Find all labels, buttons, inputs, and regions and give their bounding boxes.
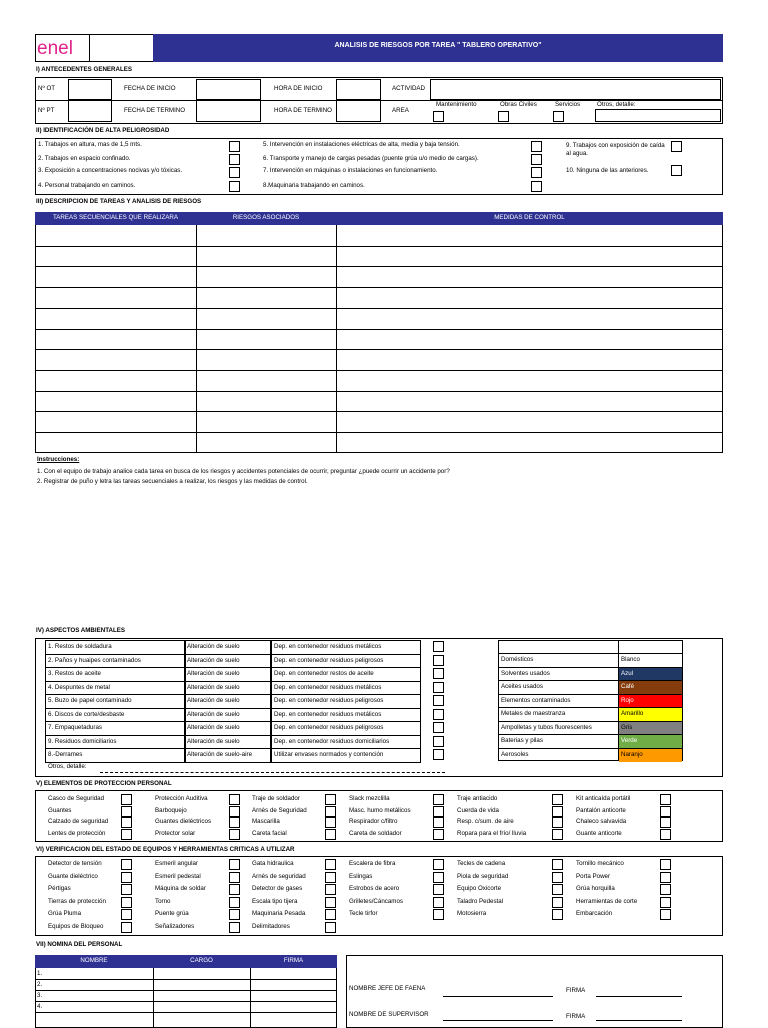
impact: Alteración de suelo (187, 670, 240, 677)
impact: Alteración de suelo (187, 724, 240, 731)
tool-item: Grúa Pluma (48, 910, 82, 917)
container-color-label: Café (621, 683, 635, 690)
tool-item: Arnés de seguridad (252, 873, 306, 880)
hora-inicio-field[interactable] (336, 79, 381, 100)
ppe-checkbox[interactable] (121, 817, 132, 828)
control-measure: Dep. en contenedor residuos domiciliarios (274, 738, 390, 745)
control-measure: Utilizar envases normados y contención (274, 751, 384, 758)
ppe-checkbox[interactable] (433, 794, 444, 805)
otros-detalle-label: Otros, detalle: (48, 763, 87, 770)
supervisor-line[interactable] (443, 1020, 553, 1021)
control-measure: Dep. en contenedor residuos metálicos (274, 711, 382, 718)
tool-item: Detector de tensión (48, 860, 102, 867)
tool-item: Taladro Pedestal (457, 898, 504, 905)
table-row-divider (35, 266, 723, 267)
tool-checkbox[interactable] (660, 909, 671, 920)
ppe-checkbox[interactable] (325, 829, 336, 840)
residuo-name: Metales de maestranza (501, 710, 566, 717)
sec2-heading: II) IDENTIFICACIÓN DE ALTA PELIGROSIDAD (36, 127, 170, 134)
impact: Alteración de suelo (187, 711, 240, 718)
ppe-item: Kit anticaída portátil (576, 795, 631, 802)
table-row-divider (35, 979, 337, 980)
tool-checkbox[interactable] (121, 884, 132, 895)
ppe-item: Respirador c/filtro (349, 818, 398, 825)
hazard-7: 7. Intervención en máquinas o instalaciones en funcionamiento. (263, 167, 438, 174)
tool-item: Esmeril pedestal (155, 873, 201, 880)
ppe-item: Guantes dieléctricos (155, 818, 212, 825)
hora-termino-label: HORA DE TERMINO (274, 107, 332, 114)
tool-item: Señalizadores (155, 923, 195, 930)
ppe-item: Careta de soldador (349, 830, 402, 837)
table-row-divider (35, 308, 723, 309)
col-cargo: CARGO (190, 957, 213, 964)
hazard-3: 3. Exposición a concentraciones nocivas y/o tóxicas. (38, 167, 183, 174)
ppe-checkbox[interactable] (229, 806, 240, 817)
container-color-label: Blanco (621, 656, 640, 663)
tool-checkbox[interactable] (229, 872, 240, 883)
tool-checkbox[interactable] (325, 909, 336, 920)
ppe-item: Traje de soldador (252, 795, 300, 802)
hazard-4-checkbox[interactable] (229, 181, 240, 192)
impact: Alteración de suelo (187, 697, 240, 704)
residuo-name: Domésticos (501, 656, 534, 663)
ppe-item: Protector solar (155, 830, 196, 837)
table-row-divider (35, 349, 723, 350)
residuo-name: Aerosoles (501, 751, 529, 758)
tool-checkbox[interactable] (229, 897, 240, 908)
personnel-row-number: 2. (37, 981, 43, 988)
hazard-6: 6. Transporte y manejo de cargas pesadas (puente grúa u/o medio de cargas). (263, 155, 479, 162)
ppe-checkbox[interactable] (325, 806, 336, 817)
tool-checkbox[interactable] (121, 859, 132, 870)
hazard-6-checkbox[interactable] (531, 154, 542, 165)
tool-checkbox[interactable] (121, 922, 132, 933)
waste-item: 6. Discos de corte/desbaste (48, 711, 125, 718)
tool-item: Eslingas (349, 873, 373, 880)
table-row-divider (35, 329, 723, 330)
tool-item: Detector de gases (252, 885, 303, 892)
sec5-heading: V) ELEMENTOS DE PROTECCION PERSONAL (36, 780, 172, 787)
ppe-checkbox[interactable] (660, 817, 671, 828)
tool-item: Esmeril angular (155, 860, 198, 867)
impact: Alteración de suelo (187, 643, 240, 650)
waste-item: 3. Restos de aceite (48, 670, 101, 677)
ppe-checkbox[interactable] (121, 794, 132, 805)
tool-checkbox[interactable] (229, 884, 240, 895)
tool-checkbox[interactable] (325, 922, 336, 933)
table-row-divider (35, 391, 723, 392)
control-measure: Dep. en contenedor residuos peligrosos (274, 697, 384, 704)
tool-item: Tornillo mecánico (576, 860, 624, 867)
impact: Alteración de suelo (187, 657, 240, 664)
tool-checkbox[interactable] (433, 909, 444, 920)
ppe-item: Chaleco salvavida (576, 818, 627, 825)
sec4-heading: IV) ASPECTOS AMBIENTALES (36, 627, 126, 634)
fecha-inicio-label: FECHA DE INICIO (124, 85, 176, 92)
tool-checkbox[interactable] (660, 897, 671, 908)
ppe-item: Protección Auditiva (155, 795, 208, 802)
tool-checkbox[interactable] (552, 897, 563, 908)
tool-item: Equipos de Bloqueo (48, 923, 104, 930)
personnel-col-divider-1 (153, 968, 154, 1028)
actividad-field[interactable] (430, 79, 721, 100)
ppe-checkbox[interactable] (660, 806, 671, 817)
tool-item: Tecle tirfor (349, 910, 378, 917)
container-color-label: Gris (621, 724, 633, 731)
tool-item: Equipo Oxicorte (457, 885, 502, 892)
header-divider (89, 34, 90, 62)
impact: Alteración de suelo (187, 738, 240, 745)
table-row-divider (35, 370, 723, 371)
ppe-item: Ropara para el frío/ lluvia (457, 830, 527, 837)
logo: enel (37, 38, 73, 59)
ppe-checkbox[interactable] (552, 794, 563, 805)
ppe-item: Slack mezclilla (349, 795, 390, 802)
actividad-label: ACTIVIDAD (392, 85, 426, 92)
jefe-firma-line[interactable] (596, 996, 682, 997)
tool-checkbox[interactable] (121, 897, 132, 908)
ot-field[interactable] (68, 79, 112, 100)
container-color-label: Amarillo (621, 710, 644, 717)
tool-checkbox[interactable] (552, 884, 563, 895)
tool-checkbox[interactable] (121, 872, 132, 883)
jefe-firma-label: FIRMA (566, 987, 586, 994)
tool-item: Grilletes/Cáncamos (349, 898, 403, 905)
hazard-8: 8.Maquinaria trabajando en caminos. (263, 182, 365, 189)
ppe-item: Barboquejo (155, 807, 187, 814)
tool-item: Tecles de cadena (457, 860, 506, 867)
container-color-label: Azul (621, 670, 634, 677)
table-row-divider (35, 1001, 337, 1002)
pt-label: Nº PT (38, 107, 55, 114)
fecha-termino-field[interactable] (196, 100, 261, 122)
tool-checkbox[interactable] (229, 859, 240, 870)
waste-item: 2. Paños y huaipes contaminados (48, 657, 141, 664)
hora-termino-field[interactable] (336, 100, 381, 122)
tool-item: Maquinaria Pesada (252, 910, 306, 917)
ppe-checkbox[interactable] (433, 806, 444, 817)
area-option-otros: Otros, detalle: (597, 101, 636, 108)
hora-inicio-label: HORA DE INICIO (274, 85, 323, 92)
waste-item: 7. Empaquetaduras (48, 724, 103, 731)
impact: Alteración de suelo (187, 684, 240, 691)
tasks-table (35, 225, 723, 453)
tool-checkbox[interactable] (433, 859, 444, 870)
hazard-2-checkbox[interactable] (229, 154, 240, 165)
waste-item: 8.-Derrames (48, 751, 83, 758)
tool-checkbox[interactable] (660, 872, 671, 883)
sec1-heading: I) ANTECEDENTES GENERALES (36, 66, 133, 73)
hazard-9: 9. Trabajos con exposición de caída (566, 142, 665, 149)
env-checkbox[interactable] (433, 722, 444, 733)
instruction-1: 1. Con el equipo de trabajo analice cada tarea en busca de los riesgos y accidentes potenciales de ocurrir, preguntar ¿puede ocurrir un accidente por? (37, 468, 450, 475)
ppe-item: Guante anticorte (576, 830, 622, 837)
ppe-item: Guantes (48, 807, 72, 814)
tool-item: Grúa horquilla (576, 885, 615, 892)
sec3-heading: III) DESCRIPCION DE TAREAS Y ANALISIS DE RIESGOS (36, 198, 202, 205)
tool-item: Pértigas (48, 885, 71, 892)
supervisor-firma-line[interactable] (596, 1020, 682, 1021)
tool-checkbox[interactable] (325, 884, 336, 895)
ppe-checkbox[interactable] (325, 794, 336, 805)
control-measure: Dep. en contenedor residuos peligrosos (274, 657, 384, 664)
hazard-8-checkbox[interactable] (531, 181, 542, 192)
sec7-heading: VII) NOMINA DEL PERSONAL (36, 941, 123, 948)
personnel-table (35, 968, 337, 1028)
ppe-item: Careta facial (252, 830, 287, 837)
personnel-col-divider-2 (250, 968, 251, 1028)
env-checkbox[interactable] (433, 655, 444, 666)
otros-detalle-line[interactable] (100, 772, 445, 773)
ppe-checkbox[interactable] (552, 829, 563, 840)
area-otros-field[interactable] (595, 109, 721, 122)
col-firma: FIRMA (283, 957, 304, 964)
residuo-name: Baterias y pilas (501, 737, 543, 744)
area-label: AREA (392, 107, 409, 114)
ppe-item: Resp. c/sum. de aire (457, 818, 514, 825)
tool-checkbox[interactable] (121, 909, 132, 920)
area-mantenimiento-checkbox[interactable] (433, 111, 444, 122)
env-checkbox[interactable] (433, 736, 444, 747)
ppe-item: Arnés de Seguridad (252, 807, 307, 814)
tool-item: Embarcación (576, 910, 613, 917)
tool-item: Escalera de fibra (349, 860, 396, 867)
tool-checkbox[interactable] (229, 922, 240, 933)
supervisor-firma-label: FIRMA (566, 1013, 586, 1020)
control-measure: Dep. en contenedor restos de aceite (274, 670, 374, 677)
tool-checkbox[interactable] (325, 859, 336, 870)
control-measure: Dep. en contenedor residuos metálicos (274, 684, 382, 691)
ppe-checkbox[interactable] (660, 794, 671, 805)
jefe-faena-line[interactable] (443, 996, 553, 997)
waste-item: 4. Despuntes de metal (48, 684, 110, 691)
ot-label: Nº OT (38, 85, 56, 92)
container-color-label: Naranjo (621, 751, 643, 758)
container-color-label: Rojo (621, 697, 634, 704)
ppe-checkbox[interactable] (229, 817, 240, 828)
env-checkbox[interactable] (433, 749, 444, 760)
ppe-checkbox[interactable] (229, 829, 240, 840)
residuo-name: Solventes usados (501, 670, 550, 677)
env-checkbox[interactable] (433, 709, 444, 720)
instructions-title: Instrucciones: (37, 456, 80, 463)
hazard-10-checkbox[interactable] (671, 165, 682, 176)
tool-checkbox[interactable] (552, 909, 563, 920)
tool-item: Delimitadores (252, 923, 290, 930)
tool-checkbox[interactable] (325, 897, 336, 908)
ppe-checkbox[interactable] (552, 817, 563, 828)
hazard-9-checkbox[interactable] (671, 141, 682, 152)
col-nombre: NOMBRE (80, 957, 108, 964)
page-title: ANALISIS DE RIESGOS POR TAREA " TABLERO OPERATIVO" (334, 42, 542, 49)
pt-field[interactable] (68, 100, 112, 122)
hazard-5: 5. Intervención en instalaciones eléctricas de alta, media y baja tensión. (263, 141, 460, 148)
ppe-item: Lentes de protección (48, 830, 106, 837)
control-measure: Dep. en contenedor residuos peligrosos (274, 724, 384, 731)
env-checkbox[interactable] (433, 641, 444, 652)
table-row-divider (35, 246, 723, 247)
ppe-item: Casco de Seguridad (48, 795, 105, 802)
area-option-obras: Obras Civiles (500, 101, 537, 108)
sec6-heading: VI) VERIFICACION DEL ESTADO DE EQUIPOS Y HERRAMIENTAS CRITICAS A UTILIZAR (36, 846, 295, 853)
ppe-item: Cuerda de vida (457, 807, 499, 814)
container-color-label: Verde (621, 737, 638, 744)
residuo-name: Aceites usados (501, 683, 543, 690)
ppe-checkbox[interactable] (121, 806, 132, 817)
tool-item: Puente grúa (155, 910, 189, 917)
col-medidas: MEDIDAS DE CONTROL (494, 214, 565, 221)
ppe-item: Mascarilla (252, 818, 280, 825)
impact: Alteración de suelo-aire (187, 751, 253, 758)
hazard-2: 2. Trabajos en espacio confinado. (38, 155, 131, 162)
fecha-inicio-field[interactable] (196, 79, 261, 100)
table-row-divider (35, 287, 723, 288)
tool-item: Porta Power (576, 873, 611, 880)
ppe-checkbox[interactable] (552, 806, 563, 817)
area-servicios-checkbox[interactable] (553, 111, 564, 122)
ppe-item: Pantalón anticorte (576, 807, 626, 814)
personnel-row-number: 4. (37, 1003, 43, 1010)
hazard-3-checkbox[interactable] (229, 167, 240, 178)
tasks-col-divider-1 (196, 225, 197, 453)
ppe-checkbox[interactable] (121, 829, 132, 840)
tool-checkbox[interactable] (433, 884, 444, 895)
personnel-row-number: 3. (37, 992, 43, 999)
ppe-checkbox[interactable] (660, 829, 671, 840)
fecha-termino-label: FECHA DE TERMINO (124, 107, 186, 114)
tool-item: Gata hidraulica (252, 860, 294, 867)
table-row-divider (35, 990, 337, 991)
env-checkbox[interactable] (433, 695, 444, 706)
tool-checkbox[interactable] (433, 897, 444, 908)
tool-checkbox[interactable] (552, 872, 563, 883)
table-row-divider (35, 1012, 337, 1013)
hazard-1: 1. Trabajos en altura, mas de 1,5 mts. (38, 141, 142, 148)
tool-item: Piola de seguridad (457, 873, 509, 880)
tool-checkbox[interactable] (552, 859, 563, 870)
tasks-col-divider-2 (336, 225, 337, 453)
area-option-mantenimiento: Mantenimiento (436, 101, 477, 108)
ppe-checkbox[interactable] (229, 794, 240, 805)
supervisor-label: NOMBRE DE SUPERVISOR (349, 1011, 429, 1018)
ppe-item: Traje antiacido (457, 795, 498, 802)
residuo-name: Elementos contaminados (501, 697, 571, 704)
env-checkbox[interactable] (433, 668, 444, 679)
tool-item: Tierras de protección (48, 898, 106, 905)
jefe-faena-label: NOMBRE JEFE DE FAENA (349, 985, 426, 992)
waste-item: 5. Buzo de papel contaminado (48, 697, 132, 704)
tool-checkbox[interactable] (660, 884, 671, 895)
instruction-2: 2. Registrar de puño y letra las tareas secuenciales a realizar, los riesgos y las medidas de control. (37, 478, 308, 485)
waste-item: 1. Restos de soldadura (48, 643, 112, 650)
control-measure: Dep. en contenedor residuos metálicos (274, 643, 382, 650)
tool-item: Escala tipo tijera (252, 898, 298, 905)
ppe-checkbox[interactable] (325, 817, 336, 828)
hazard-1-checkbox[interactable] (229, 141, 240, 152)
tool-item: Máquina de soldar (155, 885, 206, 892)
hazard-9-cont: al agua. (566, 150, 589, 157)
tool-checkbox[interactable] (229, 909, 240, 920)
tool-item: Torno (155, 898, 171, 905)
hazard-7-checkbox[interactable] (531, 167, 542, 178)
waste-item: 9. Residuos domiciliarios (48, 738, 117, 745)
ppe-checkbox[interactable] (433, 817, 444, 828)
table-row-divider (35, 432, 723, 433)
sec6-box (35, 856, 723, 936)
ppe-checkbox[interactable] (433, 829, 444, 840)
ppe-item: Calzado de seguridad (48, 818, 109, 825)
personnel-row-number: 1. (37, 970, 43, 977)
table-row-divider (35, 411, 723, 412)
ppe-item: Masc. humo metálicos (349, 807, 411, 814)
env-checkbox[interactable] (433, 682, 444, 693)
col-riesgos: RIESGOS ASOCIADOS (232, 214, 300, 221)
area-obras-checkbox[interactable] (498, 111, 509, 122)
tool-item: Estrobos de acero (349, 885, 400, 892)
col-tareas: TAREAS SECUENCIALES QUE REALIZARA (52, 214, 179, 221)
tool-item: Motosierra (457, 910, 487, 917)
hazard-4: 4. Personal trabajando en caminos. (38, 182, 136, 189)
hazard-10: 10. Ninguna de las anteriores. (566, 167, 649, 174)
area-option-servicios: Servicios (555, 101, 581, 108)
tool-item: Guante dieléctrico (48, 873, 98, 880)
tool-checkbox[interactable] (433, 872, 444, 883)
tool-checkbox[interactable] (325, 872, 336, 883)
residuo-name: Ampolletas y tubos fluorescentes (501, 724, 592, 731)
hazard-5-checkbox[interactable] (531, 141, 542, 152)
tool-item: Herramientas de corte (576, 898, 638, 905)
tool-checkbox[interactable] (660, 859, 671, 870)
